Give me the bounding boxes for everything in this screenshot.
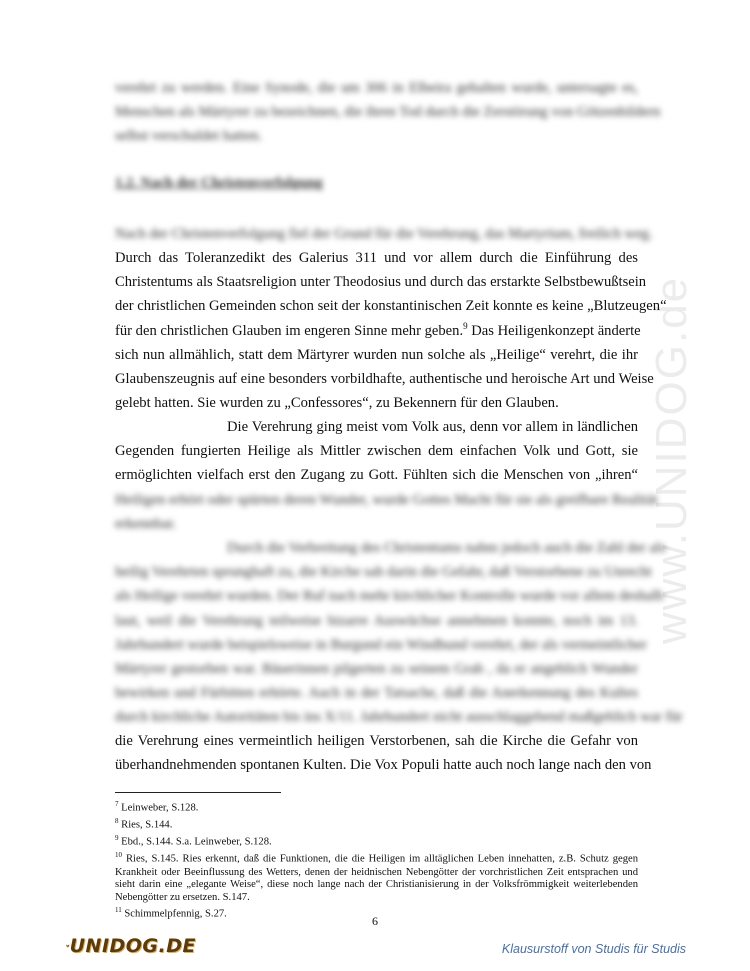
- footnote-number: 8: [115, 817, 119, 826]
- p1-line: der christlichen Gemeinden schon seit der konstantinischen Zeit konnte es keine „Blutzeugen“: [115, 298, 667, 315]
- blurred-line: als Heilige verehrt wurden. Der Ruf nach mehr kirchlicher Kontrolle wurde vor allem deshalb: [115, 588, 664, 605]
- section-heading: 1.2. Nach der Christenverfolgung: [115, 175, 323, 191]
- p1-line-part: Das Heiligenkonzept änderte: [471, 322, 641, 339]
- p1-line: gelebt hatten. Sie wurden zu „Confessores“, zu Bekennern für den Glauben.: [115, 395, 559, 412]
- p2-line: Die Verehrung ging meist vom Volk aus, denn vor allem in ländlichen: [227, 419, 638, 435]
- footnote-text: Ries, S.144.: [121, 819, 173, 831]
- intro-line: selbst verschuldet hatten.: [115, 128, 263, 145]
- blurred-line: erkennbar.: [115, 516, 177, 533]
- p1-line: [115, 319, 641, 343]
- watermark-text: www.UNIDOG.de: [647, 275, 697, 645]
- p1-line: Durch das Toleranzedikt des Galerius 311 und vor allem durch die Einführung des: [115, 250, 638, 266]
- intro-paragraph-blurred: [115, 76, 661, 149]
- paragraph-1: [115, 246, 667, 415]
- p3-line: die Verehrung eines vermeintlich heiligen Verstorbenen, sah die Kirche die Gefahr von: [115, 733, 638, 749]
- page-number: 6: [372, 914, 378, 928]
- p1-line-part: für den christlichen Glauben im engeren Sinne mehr geben.: [115, 322, 464, 339]
- p1-line: Glaubenszeugnis auf eine besonders vorbildhafte, authentische und heroische Art und Weise: [115, 371, 654, 388]
- blurred-line: Nach der Christenverfolgung fiel der Grund für die Verehrung, das Martyrium, freilich weg.: [115, 226, 653, 242]
- p2-line: ermöglichten vielfach erst den Zugang zu Gott. Fühlten sich die Menschen von „ihren“: [115, 467, 638, 484]
- blurred-line: durch kirchliche Autoritäten bis ins X/11. Jahrhundert nicht ausschlaggebend maßgeblich war für: [115, 709, 683, 726]
- blurred-line: Märtyrer gestorben war. Bäuerinnen pilgerten zu seinem Grab , da er angeblich Wunder: [115, 661, 638, 678]
- paragraph-2-blurred: [115, 488, 658, 536]
- footnote-ref: 9: [463, 320, 468, 331]
- p1-blurred-line: [115, 222, 653, 246]
- footnote-number: 9: [115, 834, 119, 843]
- footnote-divider: [115, 792, 281, 793]
- paragraph-3-blurred: [115, 536, 683, 730]
- footnote-number: 10: [115, 851, 122, 860]
- p1-line: sich nun allmählich, statt dem Märtyrer wurden nun solche als „Heilige“ verehrt, die ihr: [115, 346, 638, 363]
- blurred-line: Jahrhundert wurde beispielsweise in Burgund ein Windhund verehrt, der als vermeintlicher: [115, 636, 647, 653]
- footnote-text: Leinweber, S.128.: [121, 802, 199, 814]
- p2-line: Gegenden fungierten Heilige als Mittler zwischen dem einfachen Volk und Gott, sie: [115, 443, 638, 460]
- paragraph-3: [115, 729, 652, 777]
- blurred-line: laut, weil die Verehrung teilweise bizarre Auswüchse annehmen konnte, noch im 13.: [115, 612, 638, 629]
- footnote-item: [115, 832, 638, 849]
- footnote-item: [115, 815, 638, 832]
- p3-line: überhandnehmenden spontanen Kulten. Die Vox Populi hatte auch noch lange nach den von: [115, 757, 652, 774]
- logo-text: UNIDOG.DE: [69, 935, 196, 957]
- footnote-text: Ebd., S.144. S.a. Leinweber, S.128.: [121, 836, 272, 848]
- footnote-text: Schimmelpfennig, S.27.: [124, 908, 227, 920]
- footnote-item: [115, 798, 638, 815]
- p1-line: Christentums als Staatsreligion unter Theodosius und durch das erstarkte Selbstbewußtsein: [115, 274, 647, 291]
- paragraph-2: [115, 415, 638, 488]
- blurred-line: Durch die Verbreitung des Christentums nahm jedoch auch die Zahl der als: [227, 540, 666, 556]
- unidog-logo[interactable]: [66, 926, 196, 966]
- footnote-item: [115, 849, 638, 904]
- footnote-number: 11: [115, 906, 122, 915]
- intro-line: Menschen als Märtyrer zu bezeichnen, die ihren Tod durch die Zerstörung von Götzenbildern: [115, 104, 661, 121]
- blurred-line: bewirken und Fürbitten erhörte. Auch in der Tatsache, daß die Anerkennung des Kultes: [115, 685, 638, 702]
- intro-line: verehrt zu werden. Eine Synode, die um 306 in Elbeira gehalten wurde, untersagte es,: [115, 80, 638, 96]
- footnote-number: 7: [115, 800, 119, 808]
- footer-tagline: Klausurstoff von Studis für Studis: [501, 942, 686, 956]
- footnote-text: Ries, S.145. Ries erkennt, daß die Funktionen, die die Heiligen im alltäglichen Leben innehatten, z.B. Schutz gegen Krankheit oder Beeinflussung des Wetters, denen der heidnischen Nebengötter der vorchristlichen Zeit entsprachen und sieht darin eine „elegante Weise“, diese noch lange nach der Christianisierung in der Volksfrömmigkeit weiterlebenden Nebengötter zu ersetzen. S.147.: [115, 853, 638, 903]
- blurred-line: heilig Verehrten sprunghaft zu, die Kirche sah darin die Gefahr, daß Verstorbene zu Unrecht: [115, 564, 652, 581]
- blurred-line: Heiligen erhört oder spürten deren Wunder, wurde Gottes Macht für sie als greifbare Realität: [115, 492, 658, 508]
- footnotes: [115, 798, 638, 921]
